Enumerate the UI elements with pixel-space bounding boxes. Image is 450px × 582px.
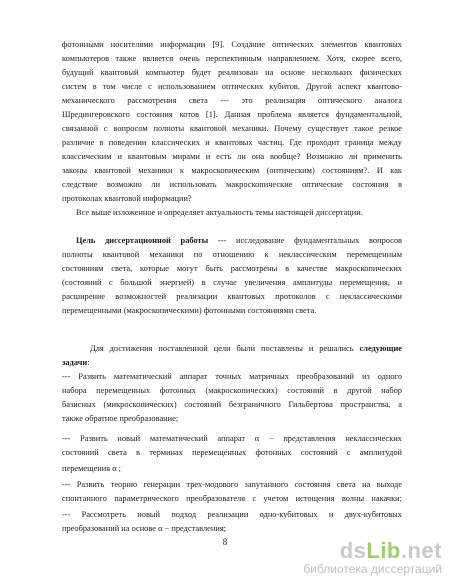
tasks-colon: : <box>87 358 90 367</box>
goal-text: --- исследование фундаментальных вопросов <box>208 236 402 245</box>
text-line: классическим и квантовым мирами и есть ли она вообще? Возможно ли применить <box>62 152 402 161</box>
text-line: базисных (микроскопических) состояний безграничного Гильбертова пространства, а <box>62 400 402 409</box>
watermark-logo-main: dsLib <box>339 538 401 563</box>
text-line: --- Развить новый математический аппарат α − представления неклассических <box>62 434 402 443</box>
text-line: перемещенными (макроскопическими) фотонными состояниями света. <box>62 306 317 315</box>
page-number: 8 <box>222 537 228 547</box>
goal-heading: Цель диссертационной работы <box>76 236 209 245</box>
tasks-intro: Для достижения поставленной цели были поставлены и решались <box>90 344 360 353</box>
text-line: набора перемещенных фотонных (макроскопических) состояний в другой набор <box>62 386 402 395</box>
tasks-keyword: следующие <box>359 344 402 353</box>
text-line: следствие возможно ли использовать макроскопические оптические состояния в <box>62 180 402 189</box>
text-line: протоколах квантовой информации? <box>62 194 192 203</box>
text-line: компьютеров также является очень перспективным направлением. Хотя, скорее всего, <box>62 54 402 63</box>
text-line: состояний света в терминах перемещенных фотонных состояний с амплитудой <box>62 448 402 457</box>
watermark-logo <box>303 540 442 562</box>
text-line: --- Развить теорию генерации трех-модового запутанного состояния света на выходе <box>62 480 402 489</box>
text-line: Все выше изложенное и определяет актуальность темы настоящей диссертации. <box>76 208 363 217</box>
text-line: будущий квантовый компьютер будет реализован на основе нескольких физических <box>62 68 402 77</box>
text-line: законы квантовой механики к макроскопическим (оптическим) состояниям?. И как <box>62 166 402 175</box>
text-line: фотонными носителями информации [9]. Создание оптических элементов квантовых <box>62 40 402 49</box>
text-line <box>62 356 402 370</box>
text-line: перемещения α ; <box>62 464 122 473</box>
text-line: различие в поведении классических и квантовых частиц. Где проходит граница между <box>62 138 402 147</box>
text-line: (состояний с большой энергией) в случае увеличения амплитуды перемещения, и <box>62 278 402 287</box>
text-line: полноты квантовой механики по отношению к неклассическим перемещенным <box>62 250 402 259</box>
text-line: --- Рассмотреть новый подход реализации одно-кубитовых и двух-кубитовых <box>62 510 402 519</box>
watermark <box>303 540 442 576</box>
text-line <box>90 342 402 356</box>
text-line: преобразований на основе α − представления; <box>62 524 226 533</box>
text-line: механического рассмотрения света --- это реализация оптического аналога <box>62 96 402 105</box>
tasks-heading: задачи <box>62 358 88 367</box>
text-line: спонтанного параметрического преобразователя с учетом истощения волны накачки; <box>62 494 402 503</box>
text-line: также обратное преобразование; <box>62 414 179 423</box>
text-line: состояниям света, которые могут быть рассмотрены в качестве макроскопических <box>62 264 402 273</box>
text-line: систем в том числе с использованием оптических кубитов. Другой аспект квантово- <box>62 82 402 91</box>
text-line: --- Развить математический аппарат точных матричных преобразований из одного <box>62 372 402 381</box>
text-line <box>76 234 402 248</box>
watermark-subtitle: библиотека диссертаций <box>303 562 442 576</box>
text-line: Шредингеровского состояния котов [1]. Данная проблема является фундаментальной, <box>62 110 402 119</box>
text-line: связанной с вопросом полноты квантовой механики. Почему существует такое резкое <box>62 124 402 133</box>
watermark-logo-domain: .net <box>400 538 442 563</box>
text-line: расширение возможностей реализации квантовых протоколов с неклассическими <box>62 292 402 301</box>
